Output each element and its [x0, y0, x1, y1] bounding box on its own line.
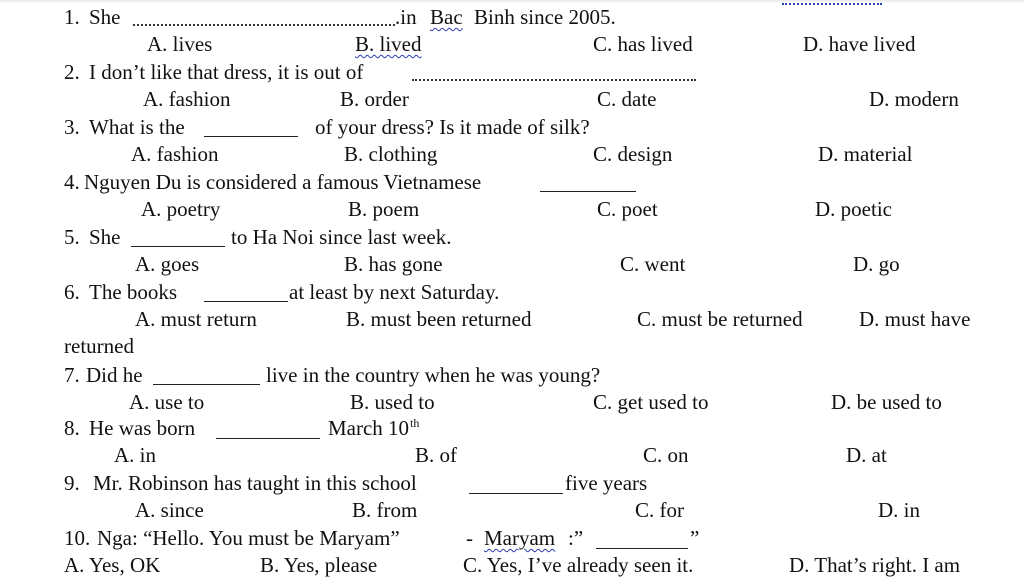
- q1-stem-place: Bac: [430, 5, 463, 29]
- q3-answer-blank[interactable]: [204, 136, 298, 137]
- q5-answer-blank[interactable]: [131, 246, 225, 247]
- q1-option-c[interactable]: C. has lived: [593, 32, 693, 56]
- q5-option-d[interactable]: D. go: [853, 252, 900, 276]
- q1-option-a[interactable]: A. lives: [147, 32, 213, 56]
- q7-option-c[interactable]: C. get used to: [593, 390, 709, 414]
- q8-number: 8.: [64, 416, 80, 440]
- q10-option-a[interactable]: A. Yes, OK: [64, 553, 161, 577]
- q9-option-b[interactable]: B. from: [352, 498, 418, 522]
- q4-option-b[interactable]: B. poem: [348, 197, 420, 221]
- q6-stem-end: at least by next Saturday.: [289, 280, 500, 304]
- q6-number: 6.: [64, 280, 80, 304]
- q9-number: 9.: [64, 471, 80, 495]
- q9-option-a[interactable]: A. since: [135, 498, 204, 522]
- spellcheck-mark: [782, 0, 882, 5]
- q9-answer-blank[interactable]: [469, 493, 563, 494]
- q8-stem-end: March 10: [328, 416, 410, 440]
- q7-option-d[interactable]: D. be used to: [831, 390, 942, 414]
- q2-option-c[interactable]: C. date: [597, 87, 657, 111]
- q3-option-c[interactable]: C. design: [593, 142, 673, 166]
- q1-answer-blank[interactable]: [133, 24, 395, 26]
- q9-option-c[interactable]: C. for: [635, 498, 684, 522]
- q8-answer-blank[interactable]: [216, 438, 320, 439]
- q9-option-d[interactable]: D. in: [878, 498, 920, 522]
- q5-number: 5.: [64, 225, 80, 249]
- q9-stem-end: five years: [565, 471, 648, 495]
- q10-number: 10.: [64, 526, 91, 550]
- q6-option-c[interactable]: C. must be returned: [637, 307, 803, 331]
- q8-stem-start: He was born: [89, 416, 196, 440]
- q7-number: 7.: [64, 363, 80, 387]
- q9-stem-start: Mr. Robinson has taught in this school: [93, 471, 417, 495]
- q3-stem-start: What is the: [89, 115, 185, 139]
- q6-option-d-wrap: returned: [64, 334, 134, 358]
- q4-option-c[interactable]: C. poet: [597, 197, 658, 221]
- q3-option-b[interactable]: B. clothing: [344, 142, 438, 166]
- q4-stem: Nguyen Du is considered a famous Vietnamese: [84, 170, 482, 194]
- q7-option-b[interactable]: B. used to: [350, 390, 435, 414]
- q7-option-a[interactable]: A. use to: [129, 390, 205, 414]
- q2-option-d[interactable]: D. modern: [869, 87, 959, 111]
- q3-option-d[interactable]: D. material: [818, 142, 913, 166]
- q6-option-d[interactable]: D. must have: [859, 307, 971, 331]
- q8-option-d[interactable]: D. at: [846, 443, 887, 467]
- q7-stem-start: Did he: [86, 363, 143, 387]
- q4-answer-blank[interactable]: [540, 191, 636, 192]
- q2-number: 2.: [64, 60, 80, 84]
- q4-option-a[interactable]: A. poetry: [141, 197, 221, 221]
- q2-option-a[interactable]: A. fashion: [143, 87, 231, 111]
- q10-option-d[interactable]: D. That’s right. I am: [789, 553, 961, 577]
- q8-option-b[interactable]: B. of: [415, 443, 457, 467]
- q7-answer-blank[interactable]: [153, 384, 260, 385]
- q10-dash: -: [466, 526, 473, 550]
- q10-answer-blank[interactable]: [596, 548, 688, 549]
- q1-stem-middle: .in: [395, 5, 417, 29]
- q6-option-a[interactable]: A. must return: [135, 307, 257, 331]
- q5-stem-start: She: [89, 225, 121, 249]
- q10-option-b[interactable]: B. Yes, please: [260, 553, 378, 577]
- q6-stem-start: The books: [89, 280, 178, 304]
- q8-option-c[interactable]: C. on: [643, 443, 689, 467]
- q10-close-quote: ”: [690, 526, 700, 550]
- q2-option-b[interactable]: B. order: [340, 87, 409, 111]
- q2-answer-blank[interactable]: [412, 79, 696, 81]
- q10-stem-start: Nga: “Hello. You must be Maryam”: [97, 526, 400, 550]
- q1-option-d[interactable]: D. have lived: [803, 32, 916, 56]
- q4-option-d[interactable]: D. poetic: [815, 197, 892, 221]
- q3-option-a[interactable]: A. fashion: [131, 142, 219, 166]
- q8-option-a[interactable]: A. in: [114, 443, 156, 467]
- q3-stem-end: of your dress? Is it made of silk?: [315, 115, 590, 139]
- q6-option-b[interactable]: B. must been returned: [346, 307, 532, 331]
- q8-ordinal-suffix: th: [410, 416, 420, 430]
- q1-stem-end: Binh since 2005.: [474, 5, 616, 29]
- q5-option-b[interactable]: B. has gone: [344, 252, 443, 276]
- q10-option-c[interactable]: C. Yes, I’ve already seen it.: [463, 553, 694, 577]
- q10-colon-quote: :”: [568, 526, 584, 550]
- q5-option-a[interactable]: A. goes: [135, 252, 200, 276]
- q6-answer-blank[interactable]: [204, 301, 288, 302]
- q3-number: 3.: [64, 115, 80, 139]
- q1-option-b[interactable]: B. lived: [355, 32, 422, 56]
- q1-number: 1.: [64, 5, 80, 29]
- q5-stem-end: to Ha Noi since last week.: [231, 225, 452, 249]
- q2-stem: I don’t like that dress, it is out of: [89, 60, 364, 84]
- q1-stem-start: She: [89, 5, 121, 29]
- q10-speaker: Maryam: [484, 526, 556, 550]
- q5-option-c[interactable]: C. went: [620, 252, 686, 276]
- q7-stem-end: live in the country when he was young?: [266, 363, 601, 387]
- q4-number: 4.: [64, 170, 80, 194]
